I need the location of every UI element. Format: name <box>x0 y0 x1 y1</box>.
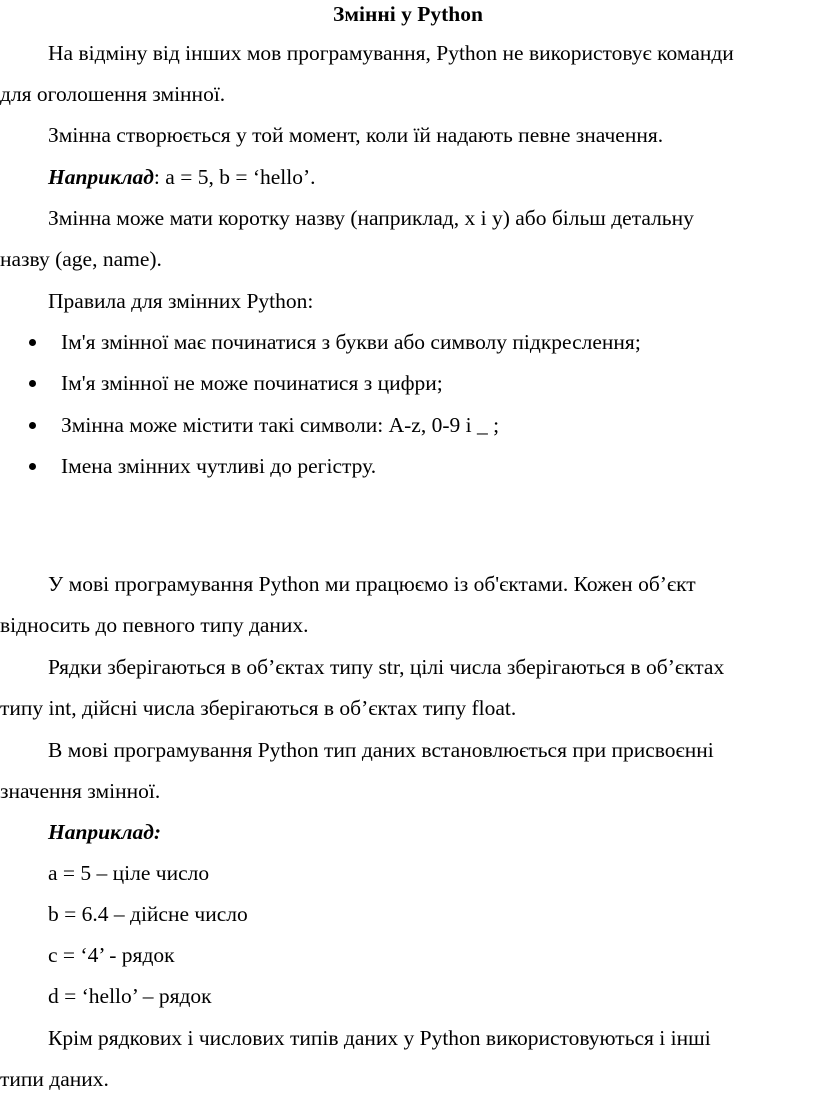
example-item: a = 5 – ціле число <box>48 861 210 885</box>
rules-heading: Правила для змінних Python: <box>48 289 314 313</box>
bullet-icon <box>29 422 36 429</box>
paragraph-other-types-line-2: типи даних. <box>0 1067 109 1091</box>
example-heading: Наприклад: <box>48 820 162 844</box>
example-line <box>48 157 316 198</box>
paragraph-types-line-1: Рядки зберігаються в об’єктах типу str, цілі числа зберігаються в об’єктах <box>48 655 725 679</box>
paragraph-other-types-line-1: Крім рядкових і числових типів даних у Python використовуються і інші <box>48 1026 711 1050</box>
example-item: d = ‘hello’ – рядок <box>48 984 212 1008</box>
example-code: : a = 5, b = ‘hello’. <box>153 165 316 189</box>
paragraph-assignment-line-2: значення змінної. <box>0 779 161 803</box>
paragraph-objects-line-1: У мові програмування Python ми працюємо із об'єктами. Кожен об’єкт <box>48 572 696 596</box>
paragraph-objects-line-2: відносить до певного типу даних. <box>0 613 309 637</box>
example-item: b = 6.4 – дійсне число <box>48 902 248 926</box>
list-item-text: Ім'я змінної має починатися з букви або символу підкреслення; <box>61 330 641 354</box>
page-title: Змінні у Python <box>333 2 483 26</box>
list-item-text: Ім'я змінної не може починатися з цифри; <box>61 371 443 395</box>
paragraph-intro-line-2: для оголошення змінної. <box>0 82 226 106</box>
bullet-icon <box>29 339 36 346</box>
paragraph-naming-line-2: назву (age, name). <box>0 247 162 271</box>
paragraph-creation: Змінна створюється у той момент, коли їй надають певне значення. <box>48 123 664 147</box>
example-label: Наприклад <box>48 165 154 189</box>
bullet-icon <box>29 380 36 387</box>
paragraph-naming-line-1: Змінна може мати коротку назву (наприклад, x і y) або більш детальну <box>48 206 694 230</box>
paragraph-types-line-2: типу int, дійсні числа зберігаються в об’єктах типу float. <box>0 696 517 720</box>
example-item: c = ‘4’ - рядок <box>48 943 175 967</box>
paragraph-assignment-line-1: В мові програмування Python тип даних встановлюється при присвоєнні <box>48 738 714 762</box>
paragraph-intro-line-1: На відміну від інших мов програмування, Python не використовує команди <box>48 41 734 65</box>
list-item-text: Змінна може містити такі символи: A-z, 0-9 і _ ; <box>61 413 500 437</box>
bullet-icon <box>29 463 36 470</box>
list-item-text: Імена змінних чутливі до регістру. <box>61 454 377 478</box>
